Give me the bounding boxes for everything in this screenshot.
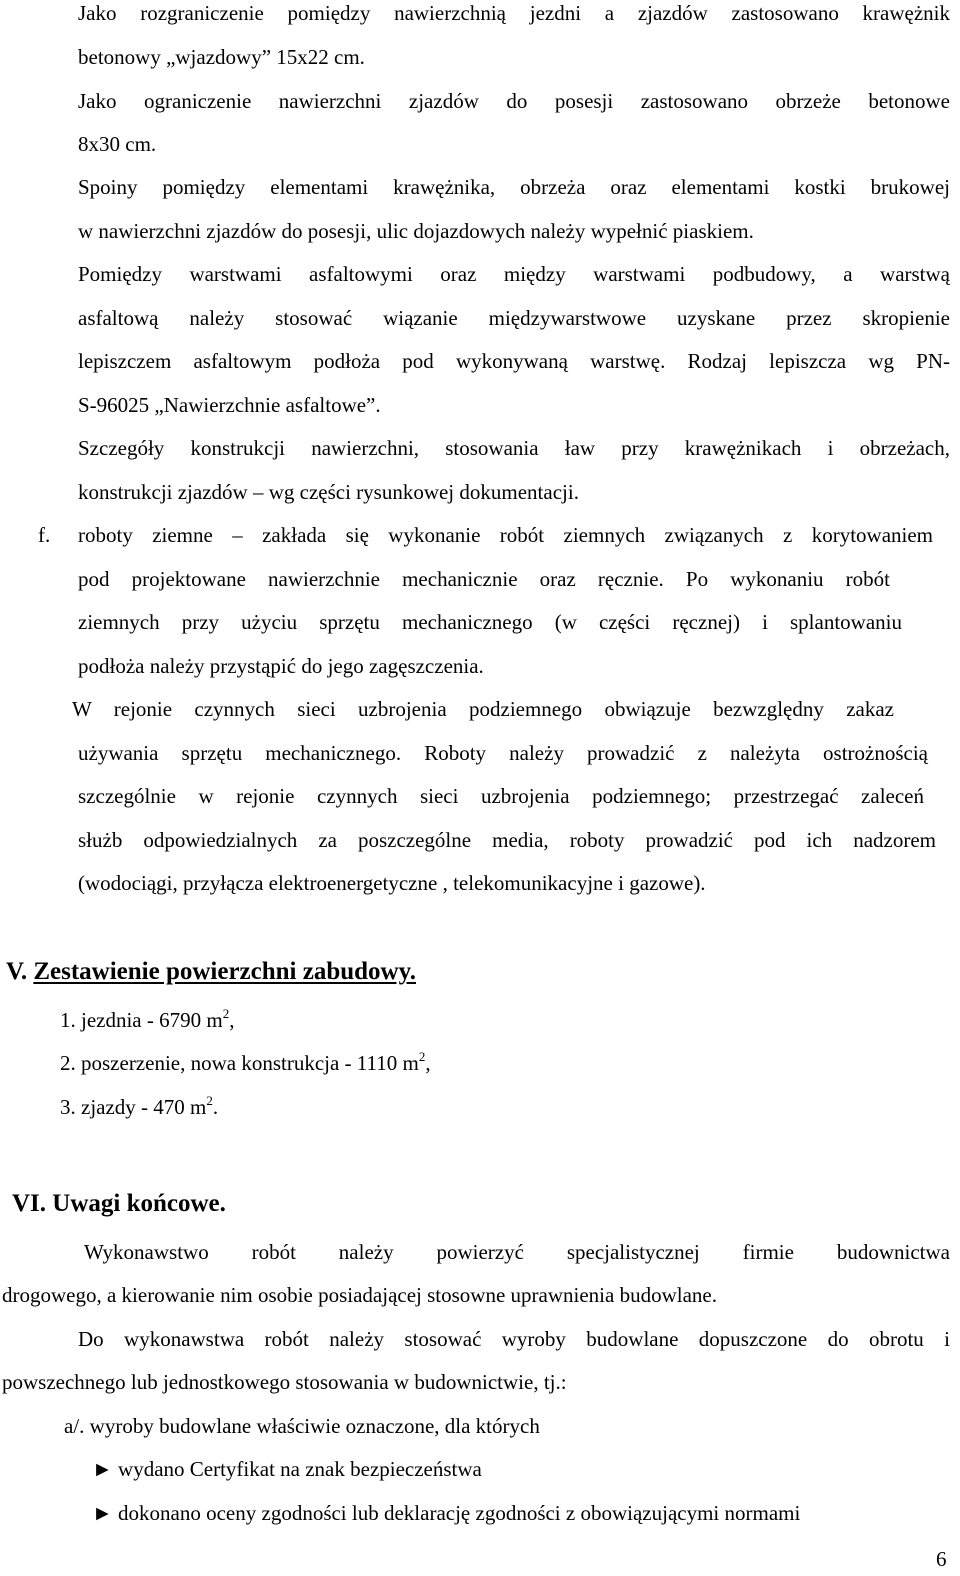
utilities-line-2: używania sprzętu mechanicznego. Roboty należy prowadzić z należyta ostrożnością (78, 741, 928, 765)
bullet-item-2: ► dokonano oceny zgodności lub deklarację zgodności z obowiązującymi normami (92, 1501, 801, 1525)
utilities-line-5: (wodociągi, przyłącza elektroenergetyczne , telekomunikacyjne i gazowe). (78, 871, 706, 895)
area-item-tail: . (212, 1095, 219, 1119)
edging-line-1: Jako ograniczenie nawierzchni zjazdów do posesji zastosowano obrzeże betonowe (78, 89, 950, 113)
utilities-line-3: szczególnie w rejonie czynnych sieci uzbrojenia podziemnego; przestrzegać zaleceń (78, 784, 924, 808)
area-item-sup: 2 (206, 1093, 213, 1108)
earthworks-marker: f. (38, 523, 51, 547)
area-item-tail: , (425, 1051, 431, 1075)
curb-line-2: betonowy „wjazdowy” 15x22 cm. (78, 45, 365, 69)
area-item-text: 1. jezdnia - 6790 m (60, 1008, 223, 1032)
products-line-1: Do wykonawstwa robót należy stosować wyroby budowlane dopuszczone do obrotu i (78, 1327, 950, 1351)
area-item-tail: , (229, 1008, 235, 1032)
area-item-sup: 2 (222, 1006, 230, 1021)
page-number: 6 (936, 1547, 947, 1571)
area-item-2 (60, 1050, 431, 1076)
joints-line-2: w nawierzchni zjazdów do posesji, ulic dojazdowych należy wypełnić piaskiem. (78, 219, 754, 243)
section-5-heading (6, 957, 416, 987)
area-item-sup: 2 (418, 1049, 426, 1064)
bonding-line-4: S-96025 „Nawierzchnie asfaltowe”. (78, 393, 381, 417)
contractor-line-2: drogowego, a kierowanie nim osobie posiadającej stosowne uprawnienia budowlane. (2, 1283, 717, 1307)
area-item-3 (60, 1094, 218, 1120)
section-5-title: Zestawienie powierzchni zabudowy. (33, 958, 416, 985)
bonding-line-1: Pomiędzy warstwami asfaltowymi oraz między warstwami podbudowy, a warstwą (78, 262, 950, 286)
earthworks-line-1: roboty ziemne – zakłada się wykonanie robót ziemnych związanych z korytowaniem (78, 523, 933, 547)
details-line-2: konstrukcji zjazdów – wg części rysunkowej dokumentacji. (78, 480, 579, 504)
section-6-heading: VI. Uwagi końcowe. (12, 1190, 226, 1217)
area-item-1 (60, 1007, 234, 1033)
products-line-2: powszechnego lub jednostkowego stosowania w budownictwie, tj.: (2, 1370, 567, 1394)
section-5-number: V. (6, 958, 28, 985)
earthworks-line-2: pod projektowane nawierzchnie mechanicznie oraz ręcznie. Po wykonaniu robót (78, 567, 890, 591)
area-item-text: 2. poszerzenie, nowa konstrukcja - 1110 m (60, 1051, 419, 1075)
bullet-item-1: ► wydano Certyfikat na znak bezpieczeństwa (92, 1457, 482, 1481)
bonding-line-3: lepiszczem asfaltowym podłoża pod wykonywaną warstwę. Rodzaj lepiszcza wg PN- (78, 349, 950, 373)
bonding-line-2: asfaltową należy stosować wiązanie międzywarstwowe uzyskane przez skropienie (78, 306, 950, 330)
earthworks-line-4: podłoża należy przystąpić do jego zagęszczenia. (78, 654, 484, 678)
details-line-1: Szczegóły konstrukcji nawierzchni, stosowania ław przy krawężnikach i obrzeżach, (78, 436, 950, 460)
utilities-line-4: służb odpowiedzialnych za poszczególne media, roboty prowadzić pod ich nadzorem (78, 828, 936, 852)
area-item-text: 3. zjazdy - 470 m (60, 1095, 207, 1119)
edging-line-2: 8x30 cm. (78, 132, 157, 156)
joints-line-1: Spoiny pomiędzy elementami krawężnika, obrzeża oraz elementami kostki brukowej (78, 175, 950, 199)
earthworks-line-3: ziemnych przy użyciu sprzętu mechanicznego (w części ręcznej) i splantowaniu (78, 610, 902, 634)
curb-line-1: Jako rozgraniczenie pomiędzy nawierzchnią jezdni a zjazdów zastosowano krawężnik (78, 1, 950, 25)
utilities-line-1: W rejonie czynnych sieci uzbrojenia podziemnego obwiązuje bezwzględny zakaz (72, 697, 894, 721)
contractor-line-1: Wykonawstwo robót należy powierzyć specjalistycznej firmie budownictwa (84, 1240, 950, 1264)
products-sub-a: a/. wyroby budowlane właściwie oznaczone, dla których (64, 1414, 540, 1438)
